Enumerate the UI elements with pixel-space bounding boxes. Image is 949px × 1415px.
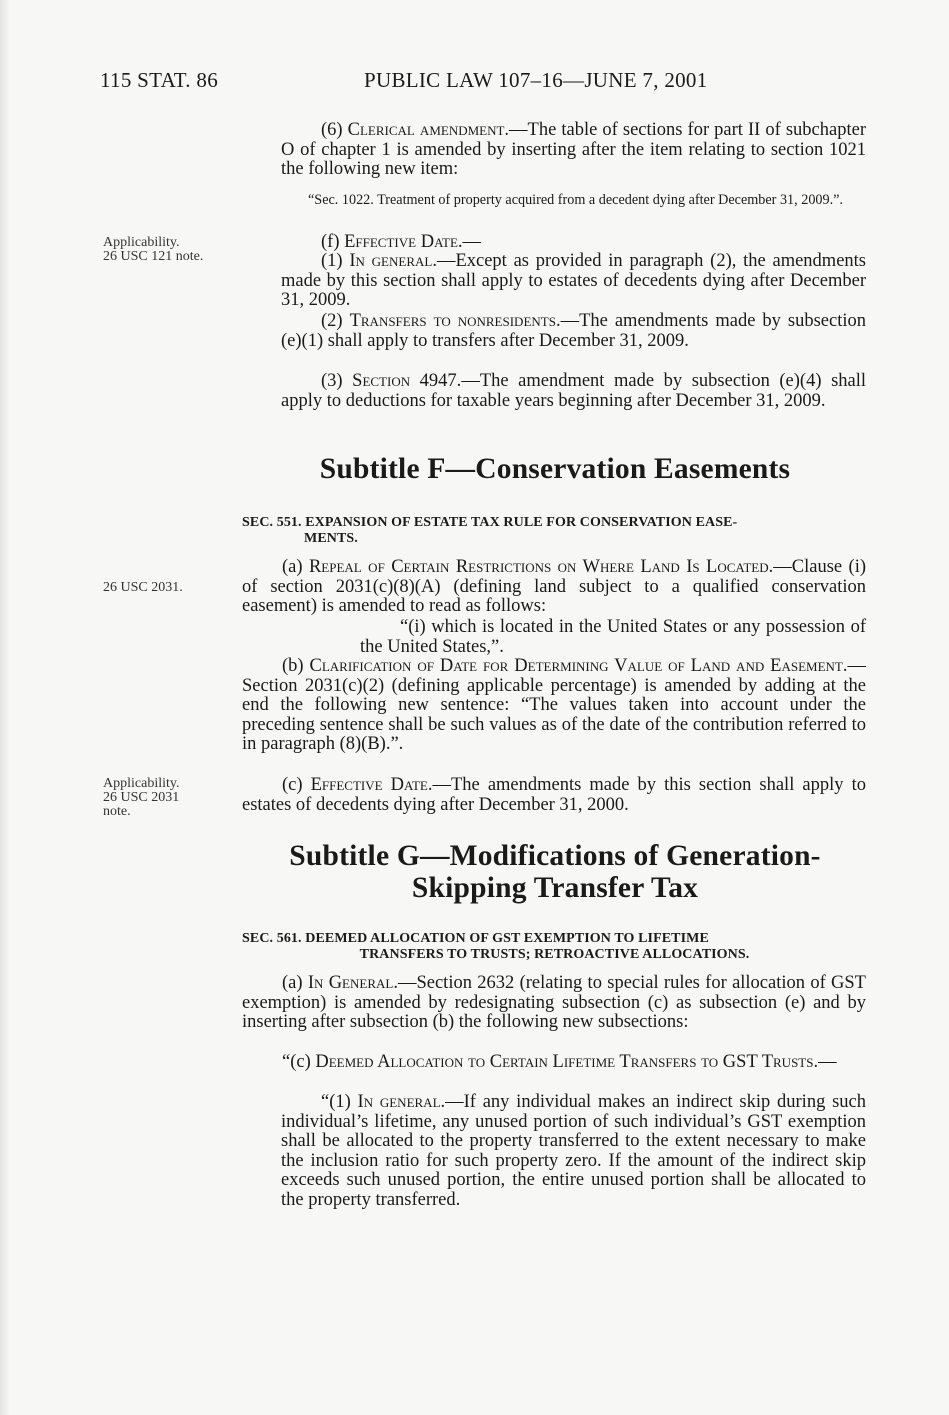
paragraph-text: —: [818, 1052, 837, 1072]
section-heading-line: SEC. 551. EXPANSION OF ESTATE TAX RULE FOR CONSERVATION EASE-: [242, 515, 738, 530]
paragraph-heading: Effective Date.: [310, 775, 433, 795]
subtitle-line: Skipping Transfer Tax: [411, 872, 699, 904]
paragraph-heading: In general.: [349, 251, 437, 271]
paragraph-heading: Section 4947.: [352, 371, 462, 391]
paragraph-text: —Except as provided in paragraph (2), the amendments made by this section shall apply to estates of decedents dying after December 31, 2009.: [281, 251, 866, 311]
section-heading-line: SEC. 561. DEEMED ALLOCATION OF GST EXEMPTION TO LIFETIME: [242, 931, 709, 946]
paragraph-561c: [242, 1053, 866, 1073]
margin-note-line: Applicability.: [103, 776, 180, 791]
paragraph-heading: Clerical amendment.: [347, 120, 510, 140]
subtitle-f-heading: Subtitle F—Conservation Easements: [319, 453, 791, 485]
section-heading-line: MENTS.: [304, 531, 358, 546]
paragraph-551a: [242, 558, 866, 617]
paragraph-heading: In General.: [307, 973, 398, 993]
paragraph-f1-in-general: [281, 252, 866, 311]
section-heading-line: TRANSFERS TO TRUSTS; RETROACTIVE ALLOCATIONS.: [359, 947, 750, 962]
paragraph-text: —Clause (i) of section 2031(c)(8)(A) (defining land subject to a qualified conservation easement) is amended to read as follows:: [242, 557, 867, 617]
paragraph-text: —Section 2031(c)(2) (defining applicable percentage) is amended by adding at the end the following new sentence: “The values taken into account under the preceding sentence shall be such values as of the date of the contribution referred to in paragraph (8)(B).”.: [242, 656, 866, 755]
paragraph-heading: Clarification of Date for Determining Value of Land and Easement.: [309, 656, 848, 676]
page-binding-edge: [0, 0, 10, 1415]
paragraph-551c: [242, 776, 866, 815]
margin-note-line: 26 USC 121 note.: [103, 249, 204, 264]
paragraph-clerical-amendment: [281, 121, 866, 180]
paragraph-number: (f): [321, 232, 345, 252]
subtitle-g-heading: [240, 840, 870, 904]
paragraph-561a: [242, 974, 866, 1033]
paragraph-f2-transfers: [281, 312, 866, 351]
paragraph-551a-quote: “(i) which is located in the United States or any possession of the United States,”.: [360, 617, 866, 657]
section-551-heading: [242, 515, 867, 547]
paragraph-number: (1): [321, 251, 350, 271]
paragraph-text: —If any individual makes an indirect skip during such individual’s lifetime, any unused portion of such individual’s GST exemption shall be allocated to the property transferred to the extent necessary to make the inclusion ratio for such property zero. If the amount of the indirect skip exceeds such unused portion, the entire unused portion shall be allocated to the property transferred.: [281, 1092, 866, 1210]
paragraph-heading: Transfers to nonresidents.: [349, 311, 561, 331]
subtitle-line: Subtitle G—Modifications of Generation-: [289, 840, 821, 872]
paragraph-heading: Deemed Allocation to Certain Lifetime Transfers to GST Trusts.: [315, 1052, 819, 1072]
running-head: PUBLIC LAW 107–16—JUNE 7, 2001: [364, 68, 708, 92]
paragraph-number: “(1): [321, 1092, 358, 1112]
paragraph-number: (b): [282, 656, 310, 676]
margin-note-line: 26 USC 2031.: [103, 580, 183, 595]
margin-note-applicability-2031: [103, 777, 179, 819]
paragraph-text: —The table of sections for part II of subchapter O of chapter 1 is amended by inserting after the item relating to section 1021 the following new item:: [281, 120, 866, 180]
paragraph-number: (a): [282, 973, 308, 993]
paragraph-number: (3): [321, 371, 353, 391]
paragraph-number: (6): [321, 120, 348, 140]
paragraph-561c1: [281, 1093, 866, 1211]
paragraph-number: (c): [282, 775, 311, 795]
paragraph-text: —Section 2632 (relating to special rules for allocation of GST exemption) is amended by redesignating subsection (c) as subsection (e) and by inserting after subsection (b) the following new subsections:: [242, 973, 866, 1033]
paragraph-number: (a): [282, 557, 309, 577]
paragraph-text: —The amendments made by this section shall apply to estates of decedents dying after December 31, 2000.: [242, 775, 866, 815]
paragraph-heading: In general.: [357, 1092, 446, 1112]
margin-note-2031: [103, 581, 183, 595]
page-number: 115 STAT. 86: [100, 68, 219, 92]
paragraph-text: —: [462, 232, 482, 252]
paragraph-text: —The amendments made by subsection (e)(1) shall apply to transfers after December 31, 2009.: [281, 311, 866, 351]
margin-note-applicability-121: [103, 236, 203, 264]
paragraph-text: —The amendment made by subsection (e)(4) shall apply to deductions for taxable years beginning after December 31, 2009.: [281, 371, 867, 411]
paragraph-f3-section-4947: [281, 372, 866, 411]
table-of-sections-item: “Sec. 1022. Treatment of property acquired from a decedent dying after December 31, 2009.”.: [308, 192, 843, 208]
section-561-heading: [242, 931, 867, 963]
paragraph-number: “(c): [282, 1052, 316, 1072]
margin-note-line: note.: [103, 804, 131, 819]
paragraph-number: (2): [321, 311, 350, 331]
paragraph-551b: [242, 657, 866, 755]
margin-note-line: Applicability.: [103, 235, 180, 250]
margin-note-line: 26 USC 2031: [103, 790, 180, 805]
paragraph-heading: Effective Date.: [344, 232, 463, 252]
paragraph-heading: Repeal of Certain Restrictions on Where Land Is Located.: [308, 557, 774, 577]
paragraph-effective-date: [281, 233, 866, 253]
